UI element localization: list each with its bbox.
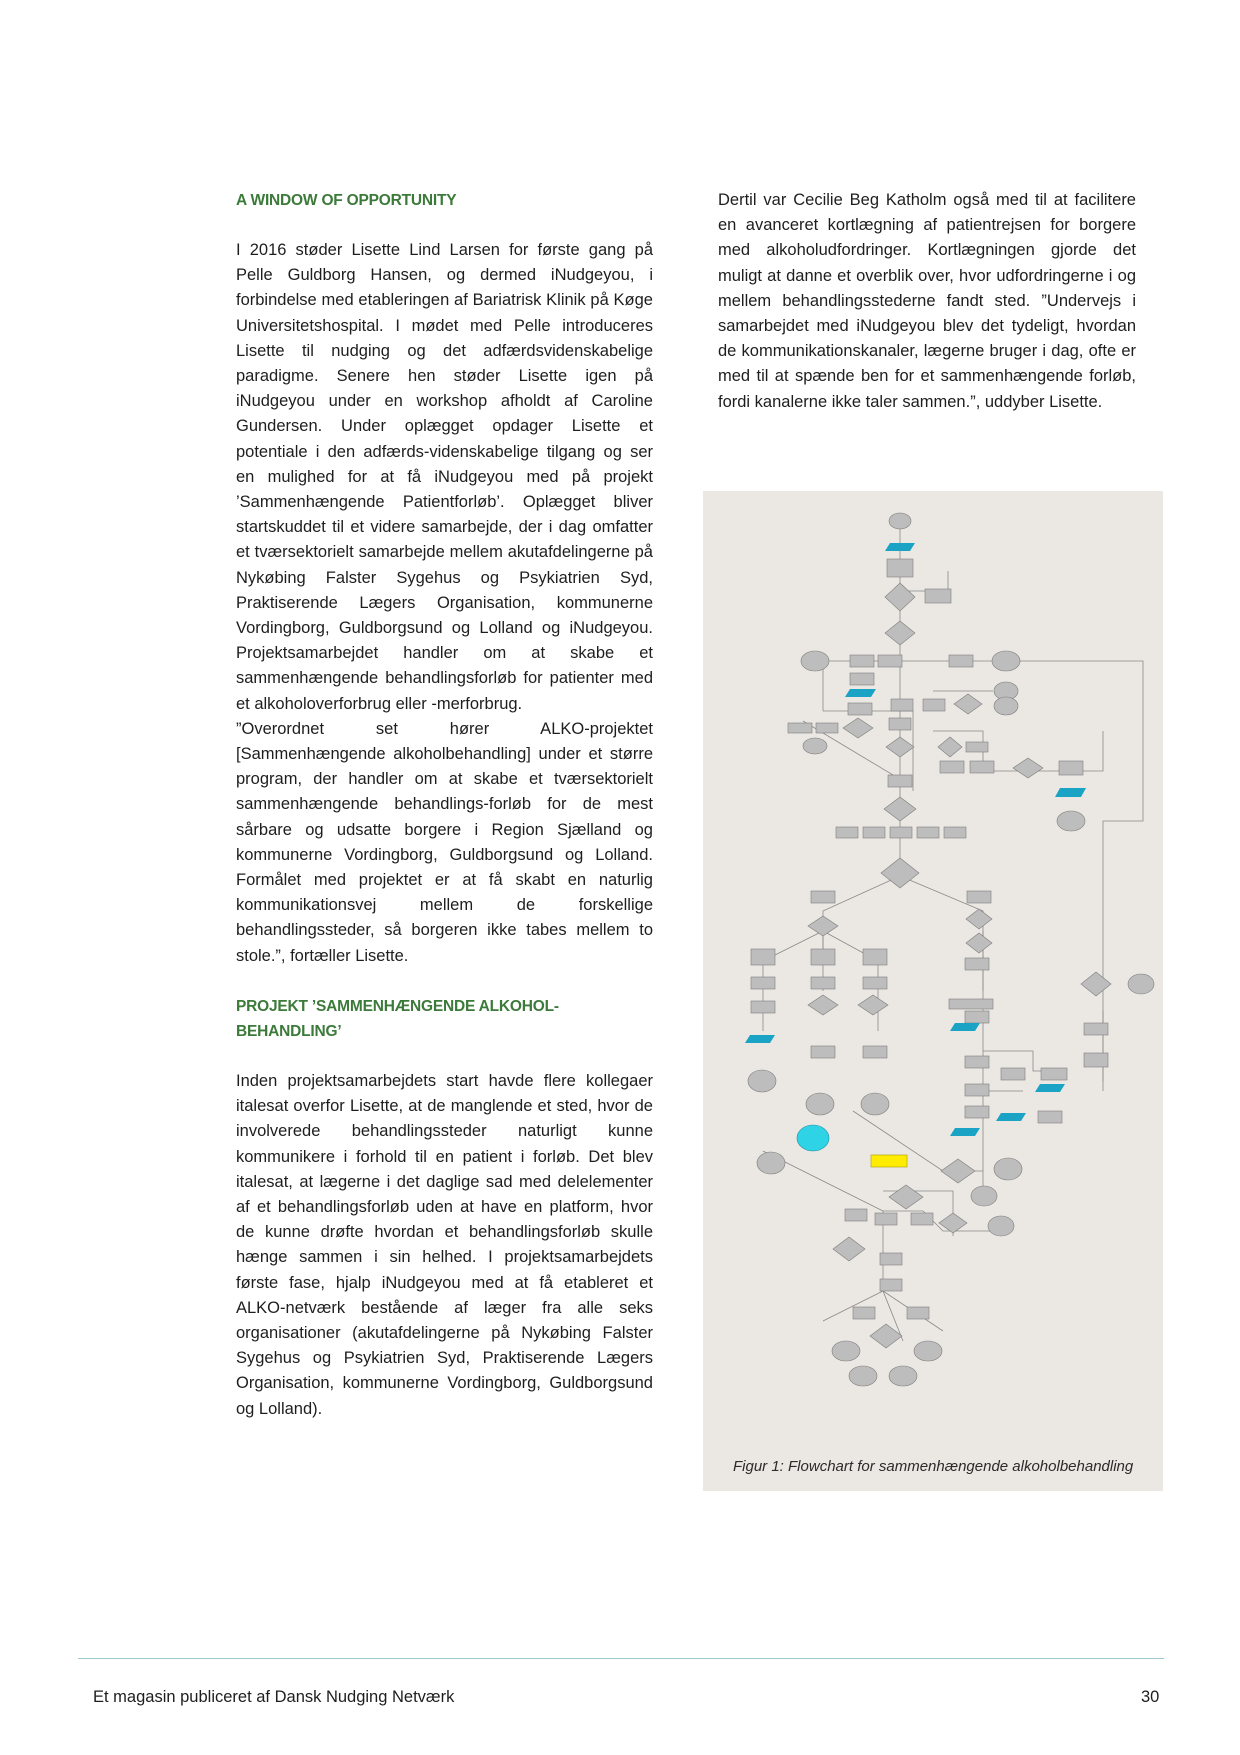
paragraph-project: Inden projektsamarbejdets start havde flere kollegaer italesat overfor Lisette, at de manglende et sted, hvor de involverede behandlingssteder naturligt kunne kommunikere i forhold til en patient i forløb. Det blev italesat, at lægerne i det daglige sad med delelementer af et behandlingsforløb uden at have en platform, hvor de kunne drøfte hvordan et behandlingsforløb skulle hænge sammen i sin helhed. I projektsamarbejdets første fase, hjalp iNudgeyou med at få etableret et ALKO-netværk bestående af læger fra alle seks organisationer (akutafdelingerne på Nykøbing Falster Sygehus og Psykiatrien Syd, Praktiserende Lægers Organisation, kommunerne Vordingborg, Guldborgsund og Lolland). (236, 1071, 653, 1418)
section-heading-window: A WINDOW OF OPPORTUNITY (236, 192, 457, 209)
footer-publisher: Et magasin publiceret af Dansk Nudging Netværk (93, 1688, 455, 1706)
paragraph-mapping: Dertil var Cecilie Beg Katholm også med til at facilitere en avanceret kortlægning af patientrejsen for borgere med alkoholudfordringer. Kortlægningen gjorde det muligt at danne et overblik over, hvor udfordringerne i og mellem behandlingsstederne fandt sted. ”Undervejs i samarbejdet med iNudgeyou blev det tydeligt, hvordan de kommunikationskanaler, lægerne bruger i dag, ofte er med til at spænde ben for et sammenhængende forløb, fordi kanalerne ikke taler sammen.”, uddyber Lisette. (718, 191, 1136, 411)
section-heading-project (236, 994, 653, 1044)
figure-caption: Figur 1: Flowchart for sammenhængende alkoholbehandling (733, 1458, 1134, 1475)
paragraph-quote: ”Overordnet set hører ALKO-projektet [Sammenhængende alkoholbehandling] under et større program, der handler om at skabe et tværsektorielt sammenhængende behandlings-forløb for de mest sårbare og udsatte borgere i Region Sjælland og kommunerne Vordingborg, Guldborgsund og Lolland. Formålet med projektet er at få skabt en naturlig kommunikationsvej mellem de forskellige behandlingssteder, så borgeren ikke tabes mellem to stole.”, fortæller Lisette. (236, 719, 653, 965)
section-heading-project-line2: BEHANDLING’ (236, 1022, 342, 1040)
footer-divider (78, 1658, 1164, 1659)
paragraph-intro: I 2016 støder Lisette Lind Larsen for første gang på Pelle Guldborg Hansen, og dermed iNudgeyou, i forbindelse med etableringen af Bariatrisk Klinik på Køge Universitetshospital. I mødet med Pelle introduceres Lisette til nudging og det adfærdsvidenskabelige paradigme. Senere hen støder Lisette igen på iNudgeyou under en workshop afholdt af Caroline Gundersen. Under oplægget opdager Lisette et potentiale i den adfærds-videnskabelige tilgang og ser en mulighed for at få iNudgeyou med på projekt ’Sammenhængende Patientforløb’. Oplægget bliver startskuddet til et videre samarbejde, der i dag omfatter et tværsektorielt samarbejde mellem akutafdelingerne på Nykøbing Falster Sygehus og Psykiatrien Syd, Praktiserende Lægers Organisation, kommunerne Vordingborg, Guldborgsund og Lolland og iNudgeyou. Projektsamarbejdet handler om at skabe et sammenhængende behandlingsforløb for patienter med et alkoholoverforbrug eller -merforbrug. (236, 241, 653, 713)
right-column (718, 188, 1136, 415)
flowchart-figure (703, 491, 1163, 1491)
section-heading-project-line1: PROJEKT ’SAMMENHÆNGENDE ALKOHOL- (236, 997, 559, 1015)
page-number: 30 (1141, 1688, 1160, 1706)
flowchart-diagram (703, 491, 1163, 1491)
left-column (236, 188, 653, 1422)
flowchart-nodes (745, 513, 1154, 1386)
